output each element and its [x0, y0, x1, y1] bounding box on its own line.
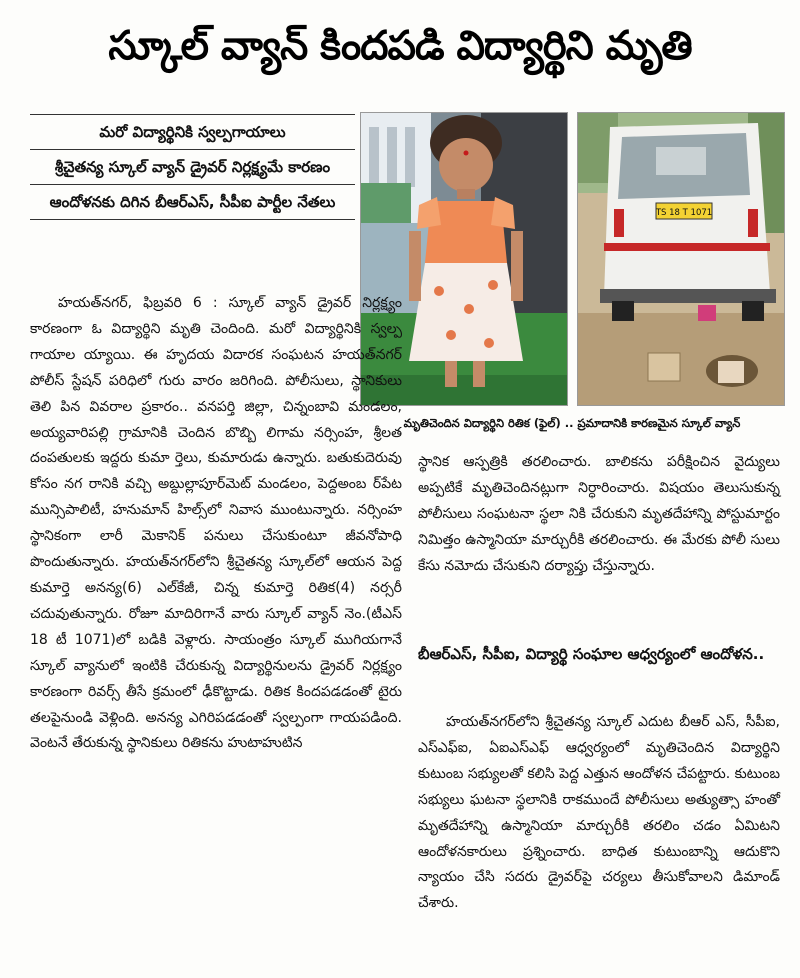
body-paragraph-2: స్థానిక ఆస్పత్రికి తరలించారు. బాలికను పరీక్షించిన వైద్యులు అప్పటికే మృతిచెందినట్లుగా నిర్ధారించారు. విషయం తెలుసుకున్న పోలీసులు సంఘటనా స్థలా నికి చేరుకుని మృతదేహాన్ని పోస్టుమార్టం నిమిత్తం ఉస్మానియా మార్చురీకి తరలించారు. ఈ మేరకు పోలీ సులు కేసు నమోదు చేసుకుని దర్యాప్తు చేస్తున్నారు.: [418, 454, 780, 574]
body-column-1: [30, 291, 402, 757]
photo-caption: మృతిచెందిన విద్యార్థిని రితిక (ఫైల్) .. ప్రమాదానికి కారణమైన స్కూల్ వ్యాన్: [403, 415, 741, 430]
body-column-3: [418, 710, 780, 917]
subhead-3: ఆందోళనకు దిగిన బీఆర్ఎస్, సీపీఐ పార్టీల నేతలు: [49, 193, 336, 211]
van-plate: TS 18 T 1071: [655, 208, 713, 218]
subhead-2: శ్రీచైతన్య స్కూల్ వ్యాన్ డ్రైవర్ నిర్లక్ష్యమే కారణం: [54, 158, 331, 176]
divider: [30, 219, 355, 220]
divider: [30, 184, 355, 185]
subhead-1: మరో విద్యార్థినికి స్వల్పగాయాలు: [99, 123, 286, 141]
van-photo: [577, 112, 785, 406]
subheads: [30, 112, 355, 222]
body-paragraph-3: హయత్‌నగర్‌లోని శ్రీచైతన్య స్కూల్ ఎదుట బీఆర్ ఎస్, సీపీఐ, ఎస్ఎఫ్ఐ, ఏఐఎస్ఎఫ్ ఆధ్వర్యంలో మృతిచెందిన విద్యార్థిని కుటుంబ సభ్యులతో కలిసి పెద్ద ఎత్తున ఆందోళన చేపట్టారు. కుటుంబ సభ్యులు ఘటనా స్థలానికి రాకముందే పోలీసులు అత్యుత్సా హంతో మృతదేహాన్ని ఉస్మానియా మార్చురీకి తరలిం చడం ఏమిటని ఆందోళనకారులు ప్రశ్నించారు. బాధిత కుటుంబాన్ని ఆదుకొని న్యాయం చేసి సదరు డ్రైవర్‌పై చర్యలు తీసుకోవాలని డిమాండ్ చేశారు.: [418, 714, 780, 912]
divider: [30, 149, 355, 150]
headline: స్కూల్ వ్యాన్ కిందపడి విద్యార్థిని మృతి: [108, 23, 692, 69]
subsection-title: బీఆర్ఎస్, సీపీఐ, విద్యార్థి సంఘాల ఆధ్వర్యంలో ఆందోళన..: [418, 645, 765, 663]
divider: [30, 114, 355, 115]
body-paragraph-1: హయత్‌నగర్, ఫిబ్రవరి 6 : స్కూల్ వ్యాన్ డ్రైవర్ నిర్లక్ష్యం కారణంగా ఓ విద్యార్థిని మృతి చెందింది. మరో విద్యార్థినికి స్వల్ప గాయాల య్యాయి. ఈ హృదయ విదారక సంఘటన హయత్‌నగర్ పోలీస్ స్టేషన్ పరిధిలో గురు వారం జరిగింది. పోలీసులు, స్థానికులు తెలి పిన వివరాల ప్రకారం.. వనపర్తి జిల్లా, చిన్నంబావి మండలం, అయ్యవారిపల్లి గ్రామానికి చెందిన బొబ్బి లిగామ నర్సింహ, శ్రీలత దంపతులకు ఇద్దరు కుమా ర్తెలు, కుమారుడు ఉన్నారు. బతుకుదెరువు కోసం నగ రానికి వచ్చి అబ్దుల్లాపూర్‌మెట్ మండలం, పెద్దఅంబ ర్‌పేట మున్సిపాలిటీ, హనుమాన్ హిల్స్‌లో నివాస ముంటున్నారు. నర్సింహ స్థానికంగా లారీ మెకానిక్ పనులు చేసుకుంటూ జీవనోపాధి పొందుతున్నారు. హయత్‌నగర్‌లోని శ్రీచైతన్య స్కూల్‌లో ఆయన పెద్ద కుమార్తె అనన్య(6) ఎల్‌కేజీ, చిన్న కుమార్తె రితిక(4) నర్సరీ చదువుతున్నారు. రోజూ మాదిరిగానే వారు స్కూల్ వ్యాన్ నెం.(టీఎస్ 18 టీ 1071)లో బడికి వెళ్లారు. సాయంత్రం స్కూల్ ముగియగానే స్కూల్ వ్యానులో ఇంటికి చేరుకున్న విద్యార్థినులను డ్రైవర్ నిర్లక్ష్యం కారణంగా రివర్స్ తీసే క్రమంలో ఢీకొట్టాడు. రితిక కిందపడడంతో టైరు తలపైనుండి వెళ్లింది. అనన్య ఎగిరిపడడంతో స్వల్పంగా గాయపడింది. వెంటనే తేరుకున్న స్థానికులు రితికను హుటాహుటిన: [30, 295, 402, 752]
body-column-2: [418, 450, 780, 580]
